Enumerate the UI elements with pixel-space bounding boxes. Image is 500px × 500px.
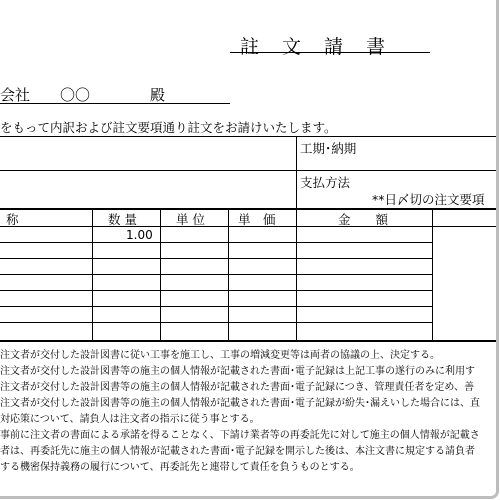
table-row-rule xyxy=(0,290,432,291)
note-line: 対応策について、請負人は注文者の指示に従う事とする。 xyxy=(0,414,260,425)
payment-label: 支払方法 xyxy=(300,175,351,190)
info-divider xyxy=(296,136,297,208)
intro-text: をもって内訳および註文要項通り註文をお請けいたします。 xyxy=(0,120,337,135)
header-name: 称 xyxy=(6,212,19,227)
note-line: 注文者が交付した設計図書等の施主の個人情報が記載された書面･電子記録につき、管理責任者を定め、善 xyxy=(0,382,474,393)
payment-note: **日〆切の注文要項 xyxy=(372,192,485,207)
document-title: 註 文 請 書 xyxy=(240,36,388,58)
header-quantity: 数 量 xyxy=(108,212,137,227)
table-bottom-rule xyxy=(0,340,496,342)
header-unit-price: 単 価 xyxy=(238,212,276,227)
addressee-line: 会社 〇〇 殿 xyxy=(0,86,166,104)
header-unit: 単 位 xyxy=(176,212,205,227)
table-row-rule xyxy=(0,258,432,259)
note-line: 者は、再委託先に施主の個人情報が記載された書面･電子記録を開示した後は、本注文書に規定する請負者 xyxy=(0,446,475,457)
note-line: 注文者が交付した設計図書等の施主の個人情報が記載された書面･電子記録は上記工事の遂行のみに利用す xyxy=(0,366,475,377)
period-label: 工期･納期 xyxy=(300,141,357,156)
info-top-rule xyxy=(0,136,496,137)
note-line: する機密保持義務の履行について、再委託先と連帯して責任を負うものとする。 xyxy=(0,462,360,473)
col-divider xyxy=(228,208,229,340)
table-row-rule xyxy=(0,242,432,243)
note-line: 注文者が交付した設計図書に従い工事を施工し、工事の増減変更等は両者の協議の上、決定する。 xyxy=(0,350,440,361)
col-divider xyxy=(432,208,433,340)
quantity-cell: 1.00 xyxy=(126,228,153,242)
info-mid-rule xyxy=(0,170,496,171)
col-divider xyxy=(160,208,161,340)
addressee-underline xyxy=(0,103,230,104)
table-row-rule xyxy=(0,306,432,307)
table-row-rule xyxy=(0,322,432,323)
col-divider xyxy=(296,208,297,340)
note-line: 事前に注文者の書面による承諾を得ることなく、下請け業者等の再委託先に対して施主の個人情報が記載さ xyxy=(0,430,480,441)
col-divider xyxy=(92,208,93,340)
title-underline xyxy=(230,52,430,53)
note-line: 注文者が交付した設計図書等の施主の個人情報が記載された書面･電子記録が紛失･漏えいした場合には、直 xyxy=(0,398,480,409)
header-amount: 金 額 xyxy=(338,212,389,227)
table-row-rule xyxy=(0,274,432,275)
